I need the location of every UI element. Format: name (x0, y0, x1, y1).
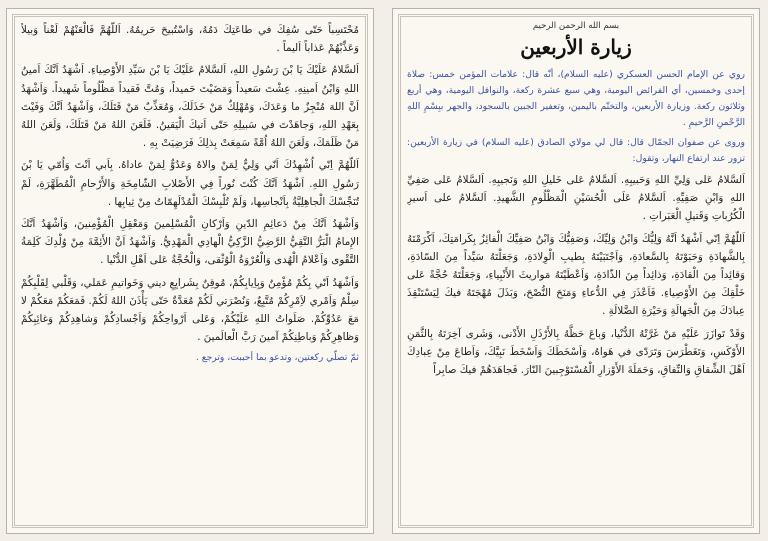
paragraph: اَلسَّلامُ عَلَيْكَ يَا بْنَ رَسُولِ اللهِ، اَلسَّلامُ عَلَيْكَ يَا بْنَ سَيِّدِ الأَوْصِياءِ. اَشْهَدُ اَنَّكَ اَمينُ اللهِ وَابْنُ اَمينِهِ. عِشْتَ سَعيداً وَمَضَيْتَ حَميداً، وَمُتَّ فَقيداً مَظْلُوماً شَهيداً. وَاَشْهَدُ اَنَّ اللهَ مُنْجِزٌ ما وَعَدَكَ، وَمُهْلِكٌ مَنْ خَذَلَكَ، وَمُعَذِّبٌ مَنْ قَتَلَكَ، وَاَشْهَدُ اَنَّكَ وَفَيْتَ بِعَهْدِ اللهِ، وَجاهَدْتَ في سَبيلِهِ حَتّى اَتيكَ الْيَقينُ. فَلَعَنَ اللهُ مَنْ قَتَلَكَ، وَلَعَنَ اللهُ مَنْ ظَلَمَكَ، وَلَعَنَ اللهُ اُمَّةً سَمِعَتْ بِذلِكَ فَرَضِيَتْ بِهِ . (21, 64, 359, 150)
basmala: بسم الله الرحمن الرحيم (532, 21, 620, 31)
paragraph: وَقَدْ تَوازَرَ عَلَيْهِ مَنْ غَرَّتْهُ الدُّنْيا، وَباعَ حَظَّهُ بِالأَرْذَلِ الأَدْنى، وَشَرى آخِرَتَهُ بِالثَّمَنِ الأَوْكَسِ، وَتَغَطْرَسَ وَتَرَدّى في هَواهُ، وَاَسْخَطَكَ وَاَسْخَطَ نَبِيَّكَ، وَاَطاعَ مِنْ عِبادِكَ اَهْلَ الشِّقاقِ وَالنِّفاقِ، وَحَمَلَةَ الأَوْزارِ الْمُسْتَوْجِبينَ النّارَ. فَجاهَدَهُمْ فيكَ صابِراً (407, 327, 745, 377)
narration-intro: وروى عن صفوان الجمّال قال: قال لي مولاي الصادق (عليه السلام) في زيارة الأربعين: تزور عند ارتفاع النهار، وتقول: (407, 137, 745, 164)
paragraph: وَاَشْهَدُ اَنَّكَ مِنْ دَعائِمِ الدّينِ وَاَرْكانِ الْمُسْلِمينَ وَمَعْقِلِ الْمُؤْمِنينَ، وَاَشْهَدُ اَنَّكَ الإِمامُ الْبَرُّ التَّقِيُّ الرَّضِيُّ الزَّكِيُّ الْهادِي الْمَهْدِيُّ. وَاَشْهَدُ اَنَّ الأَئِمَّةَ مِنْ وُلْدِكَ كَلِمَةُ التَّقْوى وَاَعْلامُ الْهُدى وَالْعُرْوَةُ الْوُثْقى، وَالْحُجَّةُ عَلى اَهْلِ الدُّنْيا . (21, 218, 359, 267)
paragraph: مُحْتَسِباً حَتّى سُفِكَ في طاعَتِكَ دَمُهُ، وَاسْتُبيحَ حَريمُهُ. اَللّهُمَّ فَالْعَنْهُمْ لَعْناً وَبيلاً وَعَذِّبْهُمْ عَذاباً اَليماً . (21, 24, 359, 55)
page-title: زيارة الأربعين (520, 35, 632, 59)
left-page (6, 8, 374, 534)
paragraph: اَلسَّلامُ عَلى وَلِيِّ اللهِ وَحَبيبِهِ. اَلسَّلامُ عَلى خَليلِ اللهِ وَنَجيبِهِ. اَلسَّلامُ عَلى صَفِيِّ اللهِ وَابْنِ صَفِيِّهِ. اَلسَّلامُ عَلَى الْحُسَيْنِ الْمَظْلُومِ الشَّهيدِ. اَلسَّلامُ على اَسيرِ الْكُرُباتِ وَقَتيلِ الْعَبَراتِ . (407, 174, 745, 223)
hadith-intro: روي عن الإمام الحسن العسكري (عليه السلام)، أنّه قال: علامات المؤمن خمس: صلاة إحدى وخمسين، أي الفرائض اليومية، وهي سبع عشرة ركعة، والنوافل اليومية، وهي أربع وثلاثون ركعة. وزيارة الأربعين، والتختّم باليمين، وتعفير الجبين بالسجود، والجهر ببِسْمِ اللهِ الرَّحْمنِ الرَّحيمِ . (407, 69, 745, 128)
paragraph: اَللّهُمَّ اِنّي اَشْهَدُ اَنَّهُ وَلِيُّكَ وَابْنُ وَلِيِّكَ، وَصَفِيُّكَ وَابْنُ صَفِيِّكَ الْفائِزُ بِكَرامَتِكَ، اَكْرَمْتَهُ بِالشَّهادَةِ وَحَبَوْتَهُ بِالسَّعادَةِ، وَاَجْتَبَيْتَهُ بِطيبِ الْوِلادَةِ، وَجَعَلْتَهُ سَيِّداً مِنَ السّادَةِ، وَقائِداً مِنَ الْقادَةِ، وَذائِداً مِنَ الذّادَةِ، وَاَعْطَيْتَهُ مَواريثَ الأَنْبِياءِ، وَجَعَلْتَهُ حُجَّةً عَلى خَلْقِكَ مِنَ الأَوْصِياءِ. فَاَعْذَرَ فِي الدُّعاءِ وَمَنَحَ النُّصْحَ، وَبَذَلَ مُهْجَتَهُ فيكَ لِيَسْتَنْقِذَ عِبادَكَ مِنَ الْجَهالَةِ وَحَيْرَةِ الضَّلالَةِ . (407, 232, 745, 318)
right-page (392, 8, 760, 534)
left-page-content (21, 21, 359, 521)
instruction-note: ثمّ تصلّي ركعتين، وتدعو بما أحببت، وترجع . (195, 352, 359, 364)
right-page-content (407, 19, 745, 521)
paragraph: اَللّهُمَّ اِنّي اُشْهِدُكَ اَنّي وَلِيٌّ لِمَنْ والاهُ وَعَدُوٌّ لِمَنْ عاداهُ. بِاَبي اَنْتَ وَاُمّي يَا بْنَ رَسُولِ اللهِ. اَشْهَدُ اَنَّكَ كُنْتَ نُوراً فِي الأَصْلابِ الشّامِخَةِ وَالأَرْحامِ الْمُطَهَّرَةِ، لَمْ تُنَجِّسْكَ الْجاهِلِيَّةُ بِاَنْجاسِها، وَلَمْ تُلْبِسْكَ الْمُدْلَهِمّاتُ مِنْ ثِيابِها . (21, 159, 359, 208)
paragraph: وَاَشْهَدُ اَنّي بِكُمْ مُؤْمِنٌ وَبِاِيابِكُمْ، مُوقِنٌ بِشَرايِعِ ديني وَخَواتيمِ عَمَلي، وَقَلْبي لِقَلْبِكُمْ سِلْمٌ وَاَمْري لاَِمْرِكُمْ مُتَّبِعٌ، وَنُصْرَتي لَكُمْ مُعَدَّةٌ حَتّى يَأْذَنَ اللهُ لَكُمْ. فَمَعَكُمْ مَعَكُمْ لا مَعَ عَدُوِّكُمْ. صَلَواتُ اللهِ عَلَيْكُمْ، وَعَلى اَرْواحِكُمْ وَاَجْسادِكُمْ وَشاهِدِكُمْ وَغائِبِكُمْ وَظاهِرِكُمْ وَباطِنِكُمْ آمينَ رَبَّ الْعالَمينَ . (21, 276, 359, 344)
